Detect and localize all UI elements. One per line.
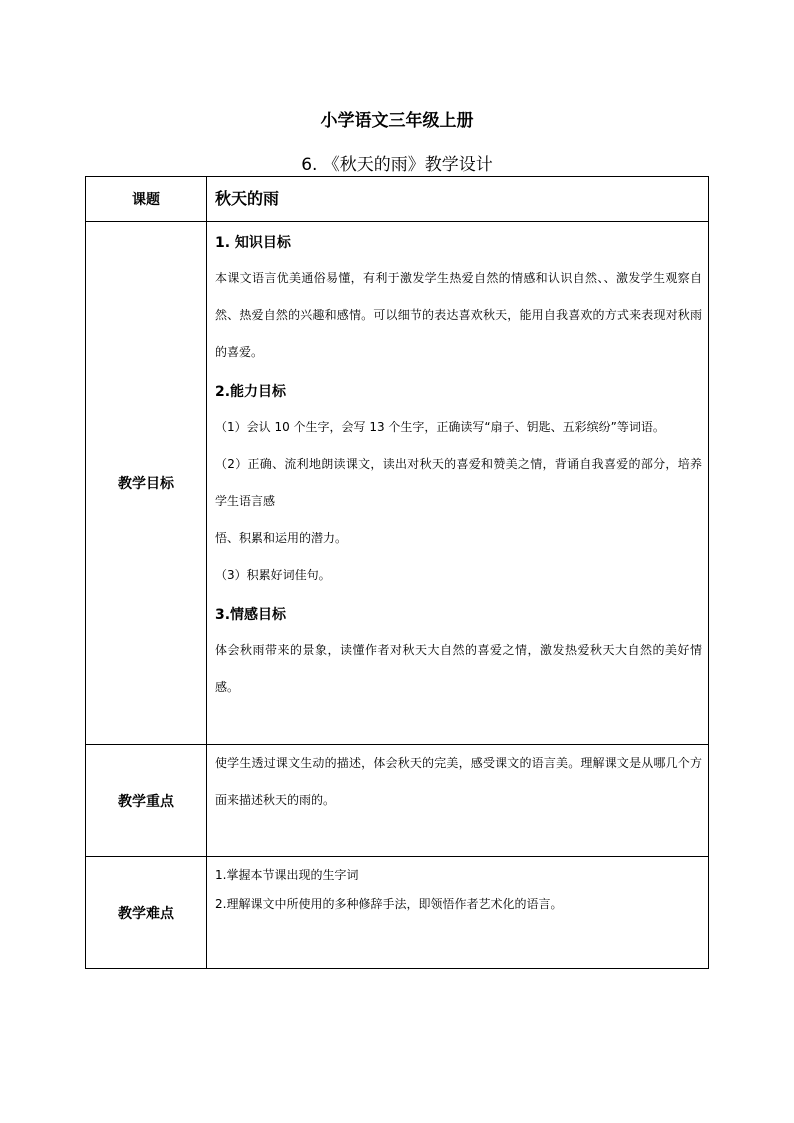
ability-heading: 2.能力目标	[215, 384, 287, 400]
key-points-label: 教学重点	[86, 745, 207, 857]
emotion-text: 体会秋雨带来的景象，读懂作者对秋天大自然的喜爱之情，激发热爱秋天大自然的美好情感。	[215, 643, 702, 694]
key-points-cell	[207, 745, 709, 857]
key-points-text: 使学生透过课文生动的描述，体会秋天的完美，感受课文的语言美。理解课文是从哪几个方面来描述秋天的雨的。	[215, 756, 702, 807]
ability-item-1: （1）会认 10 个生字，会写 13 个生字，正确读写“扇子、钥匙、五彩缤纷”等词语。	[215, 420, 665, 434]
table-row-topic	[86, 177, 709, 222]
lesson-plan-table	[85, 176, 709, 969]
lesson-title: 6. 《秋天的雨》教学设计	[301, 155, 493, 175]
objectives-label: 教学目标	[86, 222, 207, 745]
table-row-key-points	[86, 745, 709, 857]
ability-item-2: （2）正确、流利地朗读课文，读出对秋天的喜爱和赞美之情，背诵自我喜爱的部分，培养学生语言感	[215, 457, 702, 508]
document-title: 小学语文三年级上册	[320, 111, 474, 131]
difficulty-item-1: 1.掌握本节课出现的生字词	[215, 868, 359, 882]
topic-cell	[207, 177, 709, 222]
difficulty-item-2: 2.理解课文中所使用的多种修辞手法，即领悟作者艺术化的语言。	[215, 897, 563, 911]
topic-value: 秋天的雨	[215, 189, 280, 208]
table-row-objectives	[86, 222, 709, 745]
knowledge-heading: 1. 知识目标	[215, 235, 291, 251]
emotion-heading: 3.情感目标	[215, 607, 287, 623]
difficulties-cell	[207, 857, 709, 969]
ability-item-2-continued: 悟、积累和运用的潜力。	[215, 531, 348, 545]
ability-item-3: （3）积累好词佳句。	[215, 568, 331, 582]
objectives-cell	[207, 222, 709, 745]
knowledge-text: 本课文语言优美通俗易懂，有利于激发学生热爱自然的情感和认识自然、、激发学生观察自然、热爱自然的兴趣和感情。可以细节的表达喜欢秋天，能用自我喜欢的方式来表现对秋雨的喜爱。	[215, 271, 702, 359]
difficulties-label: 教学难点	[86, 857, 207, 969]
topic-label: 课题	[86, 177, 207, 222]
table-row-difficulties	[86, 857, 709, 969]
